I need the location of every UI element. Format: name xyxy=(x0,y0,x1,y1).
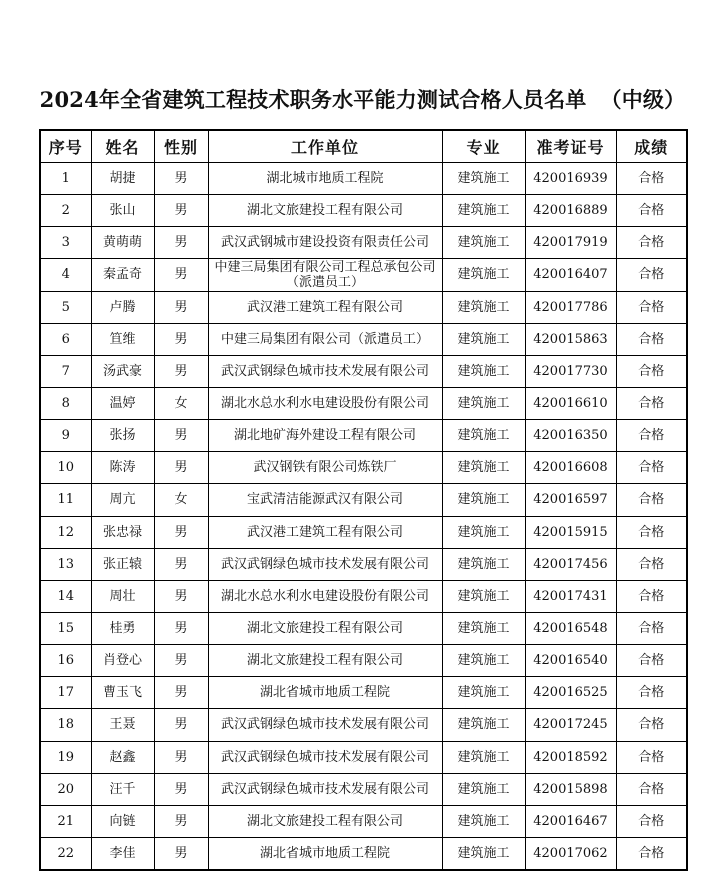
cell-exam-number: 420015863 xyxy=(525,323,616,355)
cell-result: 合格 xyxy=(616,837,687,870)
cell-employer: 中建三局集团有限公司工程总承包公司 （派遣员工） xyxy=(208,259,442,291)
cell-result: 合格 xyxy=(616,259,687,291)
cell-exam-number: 420018592 xyxy=(525,741,616,773)
cell-major: 建筑施工 xyxy=(442,677,525,709)
cell-exam-number: 420016939 xyxy=(525,163,616,195)
cell-result: 合格 xyxy=(616,677,687,709)
cell-exam-number: 420016540 xyxy=(525,645,616,677)
header-result: 成绩 xyxy=(616,130,687,163)
cell-serial: 6 xyxy=(40,323,91,355)
header-gender: 性别 xyxy=(154,130,208,163)
cell-gender: 男 xyxy=(154,420,208,452)
cell-employer: 湖北省城市地质工程院 xyxy=(208,837,442,870)
table-row xyxy=(40,677,687,709)
cell-gender: 男 xyxy=(154,163,208,195)
cell-major: 建筑施工 xyxy=(442,452,525,484)
cell-major: 建筑施工 xyxy=(442,195,525,227)
cell-gender: 男 xyxy=(154,612,208,644)
cell-result: 合格 xyxy=(616,355,687,387)
cell-serial: 22 xyxy=(40,837,91,870)
cell-gender: 男 xyxy=(154,645,208,677)
cell-result: 合格 xyxy=(616,291,687,323)
cell-result: 合格 xyxy=(616,805,687,837)
table-row xyxy=(40,195,687,227)
cell-name: 王聂 xyxy=(91,709,154,741)
cell-gender: 男 xyxy=(154,580,208,612)
header-employer: 工作单位 xyxy=(208,130,442,163)
cell-name: 向链 xyxy=(91,805,154,837)
cell-employer: 武汉武钢城市建设投资有限责任公司 xyxy=(208,227,442,259)
cell-major: 建筑施工 xyxy=(442,709,525,741)
cell-gender: 男 xyxy=(154,548,208,580)
cell-result: 合格 xyxy=(616,452,687,484)
cell-gender: 男 xyxy=(154,773,208,805)
cell-employer: 湖北城市地质工程院 xyxy=(208,163,442,195)
cell-exam-number: 420017786 xyxy=(525,291,616,323)
cell-serial: 8 xyxy=(40,387,91,419)
table-row xyxy=(40,227,687,259)
header-major: 专业 xyxy=(442,130,525,163)
cell-serial: 12 xyxy=(40,516,91,548)
cell-gender: 男 xyxy=(154,291,208,323)
cell-result: 合格 xyxy=(616,645,687,677)
cell-name: 温婷 xyxy=(91,387,154,419)
cell-gender: 男 xyxy=(154,323,208,355)
cell-major: 建筑施工 xyxy=(442,773,525,805)
table-row xyxy=(40,548,687,580)
cell-serial: 16 xyxy=(40,645,91,677)
cell-result: 合格 xyxy=(616,323,687,355)
cell-result: 合格 xyxy=(616,516,687,548)
table-row xyxy=(40,291,687,323)
table-row xyxy=(40,355,687,387)
cell-serial: 4 xyxy=(40,259,91,291)
cell-result: 合格 xyxy=(616,484,687,516)
cell-gender: 男 xyxy=(154,355,208,387)
cell-employer: 湖北文旅建投工程有限公司 xyxy=(208,805,442,837)
cell-employer: 宝武清洁能源武汉有限公司 xyxy=(208,484,442,516)
cell-employer: 湖北文旅建投工程有限公司 xyxy=(208,195,442,227)
cell-exam-number: 420017730 xyxy=(525,355,616,387)
cell-gender: 男 xyxy=(154,227,208,259)
cell-name: 黄萌萌 xyxy=(91,227,154,259)
table-row xyxy=(40,484,687,516)
title-main: 2024年全省建筑工程技术职务水平能力测试合格人员名单 xyxy=(39,87,587,112)
cell-major: 建筑施工 xyxy=(442,741,525,773)
header-name: 姓名 xyxy=(91,130,154,163)
cell-name: 桂勇 xyxy=(91,612,154,644)
cell-serial: 15 xyxy=(40,612,91,644)
cell-employer: 湖北文旅建投工程有限公司 xyxy=(208,645,442,677)
cell-name: 秦孟奇 xyxy=(91,259,154,291)
cell-name: 汤武豪 xyxy=(91,355,154,387)
cell-result: 合格 xyxy=(616,741,687,773)
cell-result: 合格 xyxy=(616,195,687,227)
cell-major: 建筑施工 xyxy=(442,323,525,355)
cell-serial: 2 xyxy=(40,195,91,227)
cell-exam-number: 420016610 xyxy=(525,387,616,419)
cell-exam-number: 420016597 xyxy=(525,484,616,516)
cell-exam-number: 420017431 xyxy=(525,580,616,612)
cell-gender: 男 xyxy=(154,259,208,291)
cell-exam-number: 420017919 xyxy=(525,227,616,259)
cell-employer: 中建三局集团有限公司（派遣员工） xyxy=(208,323,442,355)
cell-serial: 14 xyxy=(40,580,91,612)
cell-exam-number: 420016407 xyxy=(525,259,616,291)
cell-gender: 女 xyxy=(154,387,208,419)
cell-major: 建筑施工 xyxy=(442,645,525,677)
cell-major: 建筑施工 xyxy=(442,548,525,580)
cell-name: 曹玉飞 xyxy=(91,677,154,709)
cell-exam-number: 420017245 xyxy=(525,709,616,741)
cell-serial: 10 xyxy=(40,452,91,484)
cell-serial: 7 xyxy=(40,355,91,387)
cell-serial: 1 xyxy=(40,163,91,195)
cell-name: 赵鑫 xyxy=(91,741,154,773)
cell-serial: 9 xyxy=(40,420,91,452)
cell-major: 建筑施工 xyxy=(442,227,525,259)
cell-gender: 男 xyxy=(154,709,208,741)
table-row xyxy=(40,387,687,419)
cell-exam-number: 420015898 xyxy=(525,773,616,805)
cell-gender: 男 xyxy=(154,837,208,870)
cell-major: 建筑施工 xyxy=(442,837,525,870)
cell-name: 周亢 xyxy=(91,484,154,516)
cell-result: 合格 xyxy=(616,420,687,452)
cell-serial: 18 xyxy=(40,709,91,741)
cell-exam-number: 420017062 xyxy=(525,837,616,870)
cell-employer: 武汉武钢绿色城市技术发展有限公司 xyxy=(208,548,442,580)
table-row xyxy=(40,645,687,677)
table-row xyxy=(40,837,687,870)
cell-serial: 17 xyxy=(40,677,91,709)
cell-result: 合格 xyxy=(616,709,687,741)
cell-major: 建筑施工 xyxy=(442,612,525,644)
cell-serial: 3 xyxy=(40,227,91,259)
table-row xyxy=(40,709,687,741)
cell-major: 建筑施工 xyxy=(442,259,525,291)
cell-major: 建筑施工 xyxy=(442,387,525,419)
cell-employer: 武汉武钢绿色城市技术发展有限公司 xyxy=(208,773,442,805)
cell-employer: 武汉武钢绿色城市技术发展有限公司 xyxy=(208,709,442,741)
header-exam-number: 准考证号 xyxy=(525,130,616,163)
cell-major: 建筑施工 xyxy=(442,516,525,548)
cell-major: 建筑施工 xyxy=(442,163,525,195)
cell-gender: 女 xyxy=(154,484,208,516)
cell-result: 合格 xyxy=(616,227,687,259)
table-row xyxy=(40,773,687,805)
cell-gender: 男 xyxy=(154,452,208,484)
cell-gender: 男 xyxy=(154,195,208,227)
cell-gender: 男 xyxy=(154,677,208,709)
table-row xyxy=(40,452,687,484)
table-row xyxy=(40,420,687,452)
cell-employer: 湖北地矿海外建设工程有限公司 xyxy=(208,420,442,452)
cell-employer: 武汉武钢绿色城市技术发展有限公司 xyxy=(208,355,442,387)
cell-employer: 湖北水总水利水电建设股份有限公司 xyxy=(208,580,442,612)
cell-major: 建筑施工 xyxy=(442,805,525,837)
cell-serial: 20 xyxy=(40,773,91,805)
table-header-row xyxy=(40,130,687,163)
cell-result: 合格 xyxy=(616,163,687,195)
cell-name: 陈涛 xyxy=(91,452,154,484)
cell-employer: 湖北文旅建投工程有限公司 xyxy=(208,612,442,644)
cell-gender: 男 xyxy=(154,516,208,548)
cell-name: 笪维 xyxy=(91,323,154,355)
cell-result: 合格 xyxy=(616,548,687,580)
table-row xyxy=(40,805,687,837)
cell-exam-number: 420016350 xyxy=(525,420,616,452)
table-row xyxy=(40,580,687,612)
cell-serial: 13 xyxy=(40,548,91,580)
cell-name: 汪千 xyxy=(91,773,154,805)
cell-name: 卢腾 xyxy=(91,291,154,323)
cell-name: 胡捷 xyxy=(91,163,154,195)
cell-employer: 武汉港工建筑工程有限公司 xyxy=(208,516,442,548)
document-title xyxy=(0,85,725,115)
cell-result: 合格 xyxy=(616,580,687,612)
cell-exam-number: 420015915 xyxy=(525,516,616,548)
cell-name: 张扬 xyxy=(91,420,154,452)
cell-result: 合格 xyxy=(616,387,687,419)
cell-employer: 武汉港工建筑工程有限公司 xyxy=(208,291,442,323)
cell-employer: 武汉武钢绿色城市技术发展有限公司 xyxy=(208,741,442,773)
cell-name: 肖登心 xyxy=(91,645,154,677)
table-row xyxy=(40,323,687,355)
table-row xyxy=(40,612,687,644)
header-serial: 序号 xyxy=(40,130,91,163)
cell-result: 合格 xyxy=(616,773,687,805)
table-body xyxy=(40,163,687,871)
cell-name: 张正辕 xyxy=(91,548,154,580)
cell-serial: 21 xyxy=(40,805,91,837)
cell-major: 建筑施工 xyxy=(442,484,525,516)
cell-major: 建筑施工 xyxy=(442,291,525,323)
table-row xyxy=(40,259,687,291)
cell-major: 建筑施工 xyxy=(442,420,525,452)
cell-exam-number: 420016608 xyxy=(525,452,616,484)
table-row xyxy=(40,163,687,195)
title-level: （中级） xyxy=(600,87,686,112)
cell-result: 合格 xyxy=(616,612,687,644)
qualified-personnel-table xyxy=(39,129,688,871)
cell-serial: 19 xyxy=(40,741,91,773)
cell-exam-number: 420016525 xyxy=(525,677,616,709)
table-row xyxy=(40,516,687,548)
cell-serial: 5 xyxy=(40,291,91,323)
cell-employer: 湖北省城市地质工程院 xyxy=(208,677,442,709)
cell-name: 张山 xyxy=(91,195,154,227)
cell-name: 李佳 xyxy=(91,837,154,870)
cell-serial: 11 xyxy=(40,484,91,516)
cell-employer: 武汉钢铁有限公司炼铁厂 xyxy=(208,452,442,484)
cell-major: 建筑施工 xyxy=(442,580,525,612)
cell-exam-number: 420016467 xyxy=(525,805,616,837)
cell-exam-number: 420017456 xyxy=(525,548,616,580)
table-row xyxy=(40,741,687,773)
cell-gender: 男 xyxy=(154,741,208,773)
cell-exam-number: 420016889 xyxy=(525,195,616,227)
cell-name: 张忠禄 xyxy=(91,516,154,548)
cell-gender: 男 xyxy=(154,805,208,837)
cell-exam-number: 420016548 xyxy=(525,612,616,644)
cell-employer: 湖北水总水利水电建设股份有限公司 xyxy=(208,387,442,419)
cell-name: 周壮 xyxy=(91,580,154,612)
cell-major: 建筑施工 xyxy=(442,355,525,387)
